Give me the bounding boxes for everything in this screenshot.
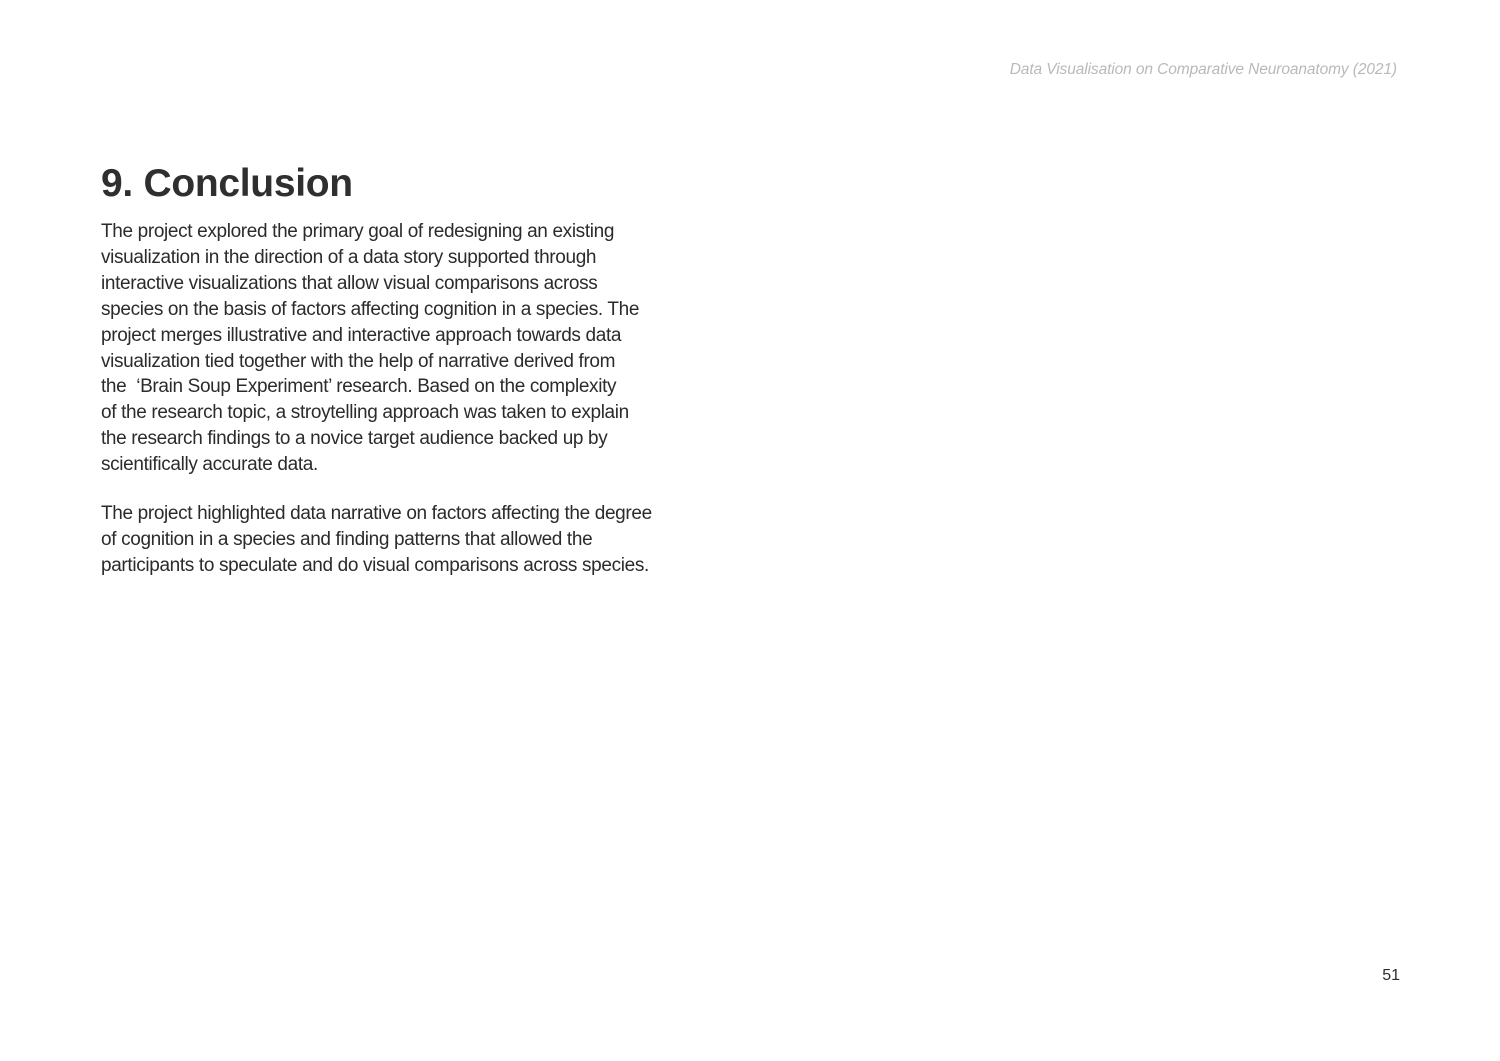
paragraph-line: of cognition in a species and finding patterns that allowed the xyxy=(101,528,593,550)
paragraph-line: the ‘Brain Soup Experiment’ research. Based on the complexity xyxy=(101,376,617,398)
section-title: 9. Conclusion xyxy=(101,162,353,205)
running-header: Data Visualisation on Comparative Neuroanatomy (2021) xyxy=(1009,61,1397,78)
paragraph-line: interactive visualizations that allow visual comparisons across xyxy=(101,272,598,294)
paragraph-2 xyxy=(101,501,741,579)
paragraph-line: The project explored the primary goal of redesigning an existing xyxy=(101,221,615,242)
paragraph-line: visualization in the direction of a data story supported through xyxy=(101,246,597,268)
paragraph-1 xyxy=(101,219,741,478)
paragraph-line: participants to speculate and do visual comparisons across species. xyxy=(101,554,649,576)
paragraph-line: of the research topic, a stroytelling approach was taken to explain xyxy=(101,402,629,424)
paragraph-line: project merges illustrative and interactive approach towards data xyxy=(101,324,622,346)
paragraph-line: species on the basis of factors affecting cognition in a species. The xyxy=(101,298,640,320)
paragraph-line: visualization tied together with the help of narrative derived from xyxy=(101,350,616,372)
page-number: 51 xyxy=(1382,967,1400,984)
paragraph-line: scientifically accurate data. xyxy=(101,454,318,476)
paragraph-line: the research findings to a novice target audience backed up by xyxy=(101,428,608,450)
paragraph-line: The project highlighted data narrative on factors affecting the degree xyxy=(101,503,652,524)
